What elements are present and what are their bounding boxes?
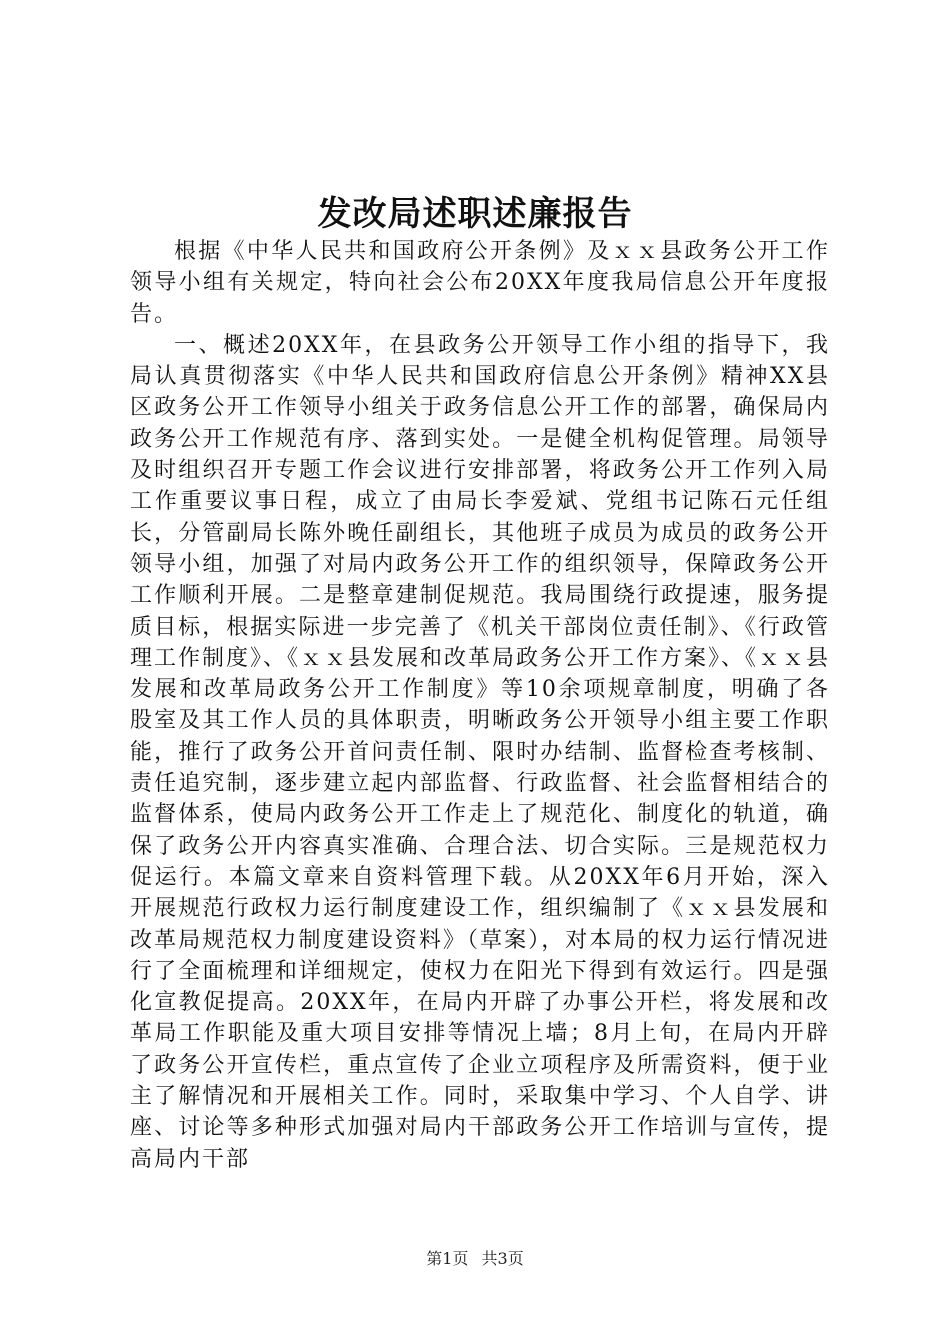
document-title: 发改局述职述廉报告 <box>317 194 633 234</box>
page-number: 第1页 <box>426 1249 469 1268</box>
page-total: 共3页 <box>481 1249 524 1268</box>
page-footer <box>0 1246 950 1269</box>
document-body <box>130 236 830 1175</box>
paragraph-intro: 根据《中华人民共和国政府公开条例》及ｘｘ县政务公开工作领导小组有关规定，特向社会公布20XX年度我局信息公开年度报告。 <box>130 239 830 327</box>
paragraph-overview: 一、概述20XX年，在县政务公开领导工作小组的指导下，我局认真贯彻落实《中华人民共和国政府信息公开条例》精神XX县区政务公开工作领导小组关于政务信息公开工作的部署，确保局内政务公开工作规范有序、落到实处。一是健全机构促管理。局领导及时组织召开专题工作会议进行安排部署，将政务公开工作列入局工作重要议事日程，成立了由局长李爱斌、党组书记陈石元任组长，分管副局长陈外晚任副组长，其他班子成员为成员的政务公开领导小组，加强了对局内政务公开工作的组织领导，保障政务公开工作顺利开展。二是整章建制促规范。我局围绕行政提速，服务提质目标，根据实际进一步完善了《机关干部岗位责任制》、《行政管理工作制度》、《ｘｘ县发展和改革局政务公开工作方案》、《ｘｘ县发展和改革局政务公开工作制度》等10余项规章制度，明确了各股室及其工作人员的具体职责，明晰政务公开领导小组主要工作职能，推行了政务公开首问责任制、限时办结制、监督检查考核制、责任追究制，逐步建立起内部监督、行政监督、社会监督相结合的监督体系，使局内政务公开工作走上了规范化、制度化的轨道，确保了政务公开内容真实准确、合理合法、切合实际。三是规范权力促运行。本篇文章来自资料管理下载。从20XX年6月开始，深入开展规范行政权力运行制度建设工作，组织编制了《ｘｘ县发展和改革局规范权力制度建设资料》（草案），对本局的权力运行情况进行了全面梳理和详细规定，使权力在阳光下得到有效运行。四是强化宣教促提高。20XX年，在局内开辟了办事公开栏，将发展和改革局工作职能及重大项目安排等情况上墙；8月上旬，在局内开辟了政务公开宣传栏，重点宣传了企业立项程序及所需资料，便于业主了解情况和开展相关工作。同时，采取集中学习、个人自学、讲座、讨论等多种形式加强对局内干部政务公开工作培训与宣传，提高局内干部 <box>130 332 831 1172</box>
